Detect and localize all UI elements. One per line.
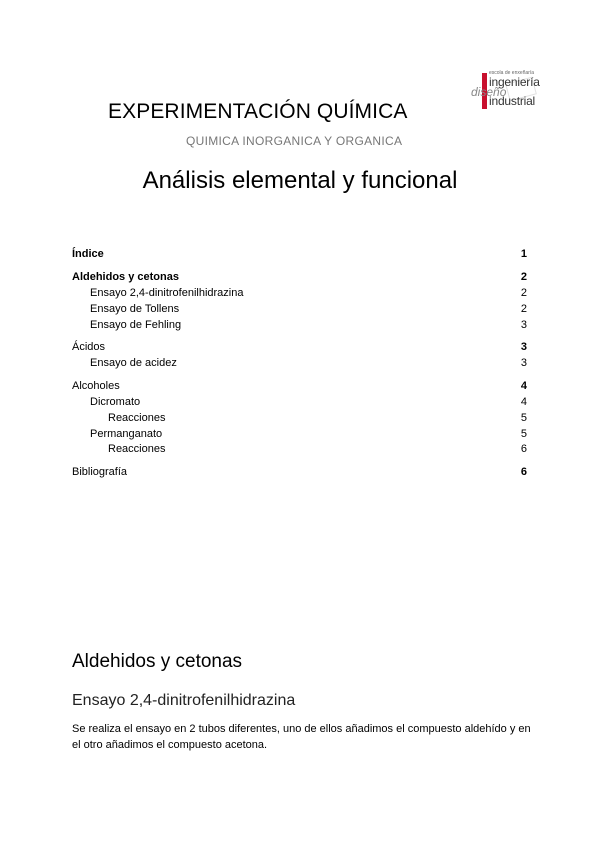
toc-entry[interactable] [72, 443, 527, 457]
toc-entry-label: Reacciones [108, 412, 166, 424]
document-title: Análisis elemental y funcional [142, 167, 458, 194]
toc-entry[interactable] [72, 319, 527, 333]
toc-entry[interactable] [72, 357, 527, 371]
logo-word-diseno: diseño [471, 85, 507, 99]
logo-word-ingenieria: ingeniería [489, 75, 540, 89]
toc-entry-page: 1 [520, 248, 527, 260]
toc-entry-page: 6 [520, 443, 527, 455]
toc-entry[interactable] [72, 248, 527, 262]
toc-entry-label: Bibliografía [72, 466, 128, 478]
toc-entry-page: 5 [520, 428, 527, 440]
toc-entry-label: Dicromato [90, 396, 141, 408]
toc-entry-page: 2 [520, 287, 527, 299]
body-paragraph: Se realiza el ensayo en 2 tubos diferentes, uno de ellos añadimos el compuesto aldehído y en el otro añadimos el compuesto acetona. [72, 723, 531, 751]
toc-entry-label: Alcoholes [72, 380, 120, 392]
toc-entry[interactable] [72, 428, 527, 442]
toc-entry[interactable] [72, 380, 527, 394]
toc-entry-label: Ensayo 2,4-dinitrofenilhidrazina [90, 287, 244, 299]
toc-entry[interactable] [72, 412, 527, 426]
toc-entry-label: Ensayo de Fehling [90, 319, 182, 331]
toc-entry[interactable] [72, 396, 527, 410]
logo-tagline: escola de enxeñaría [489, 70, 535, 76]
toc-entry-label: Ácidos [72, 341, 106, 353]
toc-entry-label: Ensayo de acidez [90, 357, 177, 369]
toc-entry[interactable] [72, 271, 527, 285]
toc-entry-page: 4 [520, 380, 527, 392]
subsection-heading: Ensayo 2,4-dinitrofenilhidrazina [72, 692, 296, 709]
toc-entry-page: 3 [520, 319, 527, 331]
toc-entry-label: Aldehidos y cetonas [72, 271, 179, 283]
toc-entry[interactable] [72, 466, 527, 480]
toc-entry-page: 3 [520, 341, 527, 353]
toc-entry-label: Ensayo de Tollens [90, 303, 180, 315]
toc-entry-page: 2 [520, 303, 527, 315]
toc-entry-page: 4 [520, 396, 527, 408]
toc-entry-page: 6 [520, 466, 527, 478]
course-title: EXPERIMENTACIÓN QUÍMICA [108, 100, 408, 123]
toc-entry[interactable] [72, 287, 527, 301]
section-heading: Aldehidos y cetonas [72, 651, 243, 672]
logo-word-industrial: industrial [489, 94, 536, 108]
toc-entry-page: 2 [520, 271, 527, 283]
toc-entry-label: Permanganato [90, 428, 163, 440]
course-subtitle: QUIMICA INORGANICA Y ORGANICA [186, 134, 403, 148]
toc-entry[interactable] [72, 341, 527, 355]
toc-entry[interactable] [72, 303, 527, 317]
institution-logo [467, 70, 549, 110]
toc-entry-page: 3 [520, 357, 527, 369]
toc-entry-label: Reacciones [108, 443, 166, 455]
toc-entry-page: 5 [520, 412, 527, 424]
toc-entry-label: Índice [72, 248, 104, 260]
